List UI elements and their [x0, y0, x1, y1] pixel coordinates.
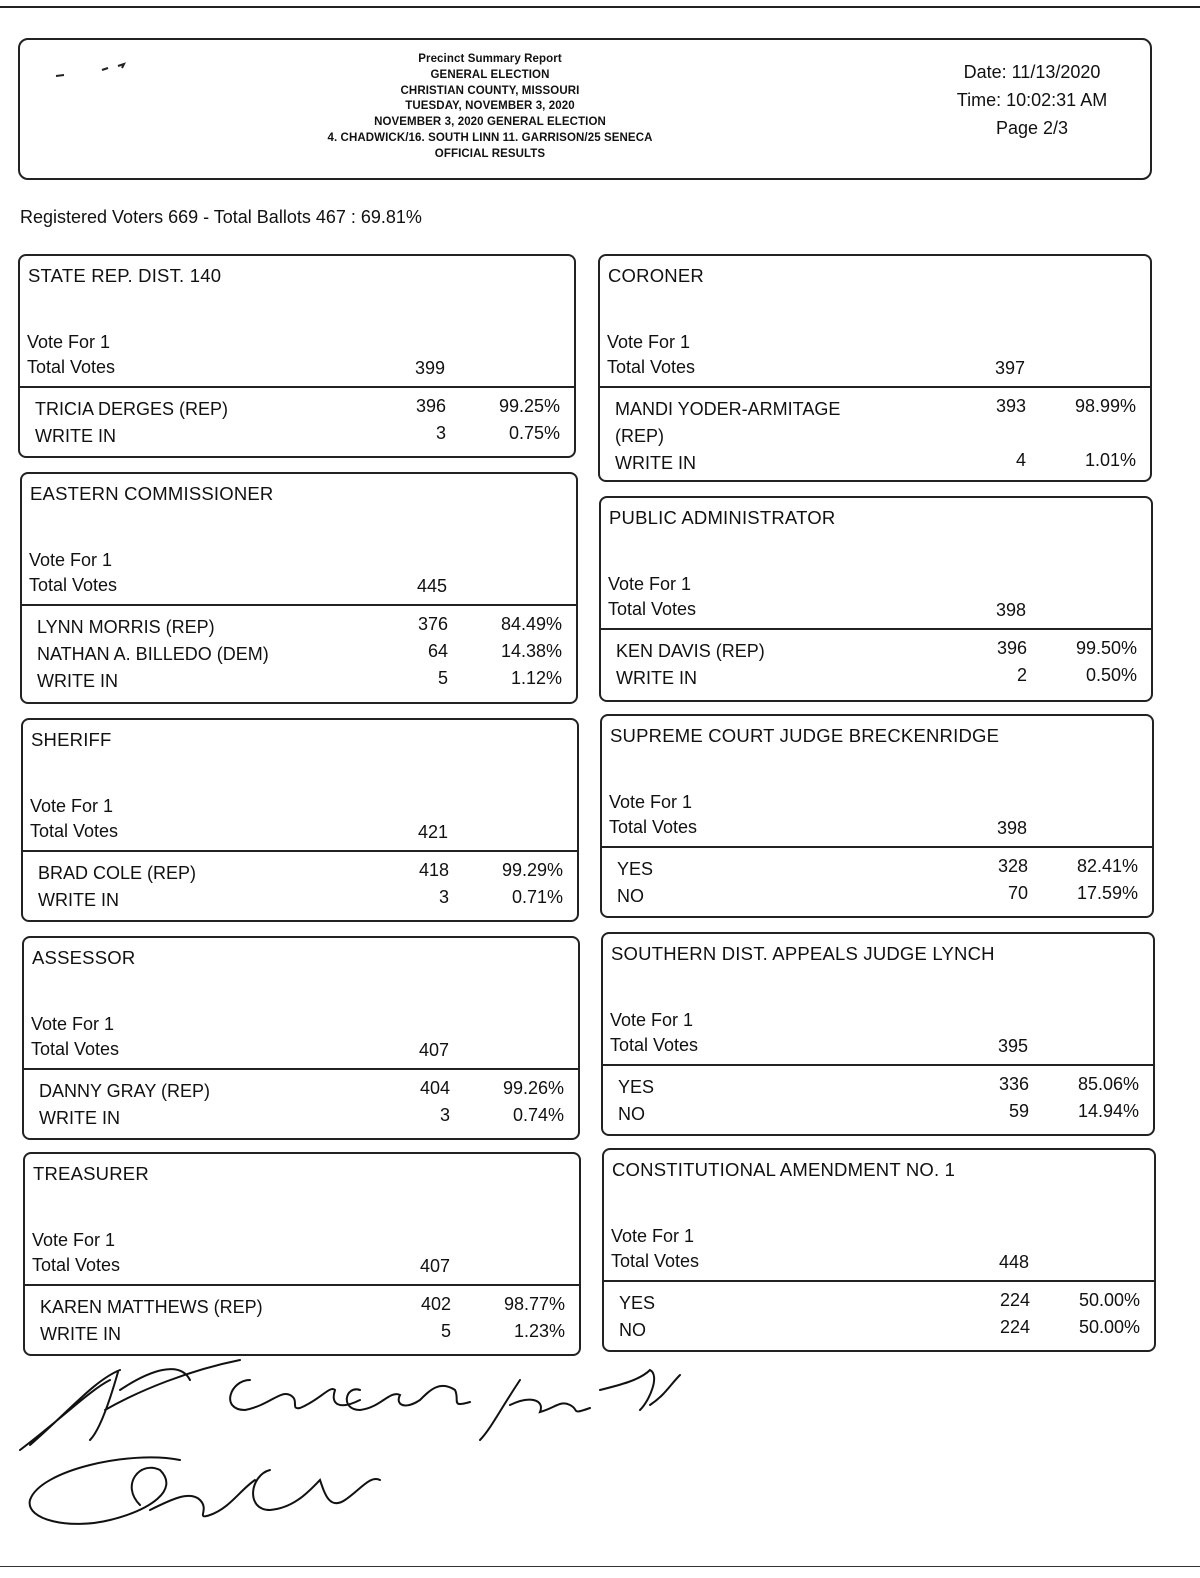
signatures-icon [0, 1350, 760, 1550]
race-box [20, 472, 578, 704]
candidate-votes: 4 [1015, 450, 1026, 470]
race-box [602, 1148, 1156, 1352]
race-box [599, 496, 1153, 702]
race-title: SHERIFF [31, 729, 112, 750]
race-box [22, 936, 580, 1140]
candidate-row [601, 665, 1151, 691]
total-votes-label: Total Votes [608, 599, 697, 619]
total-votes-value: 448 [998, 1252, 1029, 1272]
candidate-name: NO [619, 1320, 646, 1340]
race-divider [23, 850, 577, 852]
candidate-name: MANDI YODER-ARMITAGE [615, 399, 841, 419]
candidate-votes: 5 [437, 668, 448, 688]
header-line: TUESDAY, NOVEMBER 3, 2020 [405, 100, 575, 113]
race-title: SUPREME COURT JUDGE BRECKENRIDGE [610, 725, 1000, 746]
candidate-name: KEN DAVIS (REP) [616, 641, 765, 661]
report-header [18, 38, 1152, 180]
total-votes-label: Total Votes [30, 821, 119, 841]
candidate-percent: 98.77% [503, 1294, 565, 1314]
candidate-row [600, 423, 1150, 449]
candidate-name: NO [618, 1104, 645, 1124]
race-title: EASTERN COMMISSIONER [30, 483, 274, 504]
bottom-rule [0, 1566, 1200, 1567]
race-title: STATE REP. DIST. 140 [28, 265, 222, 286]
candidate-name: TRICIA DERGES (REP) [35, 399, 229, 419]
registered-voters-summary: Registered Voters 669 - Total Ballots 467 : 69.81% [20, 207, 422, 227]
candidate-row [603, 1101, 1153, 1127]
candidate-name: WRITE IN [37, 671, 118, 691]
vote-for-label: Vote For 1 [27, 332, 111, 352]
race-divider [25, 1284, 579, 1286]
candidate-row [602, 856, 1152, 882]
vote-for-label: Vote For 1 [30, 796, 114, 816]
candidate-name: (REP) [615, 426, 664, 446]
candidate-row [22, 641, 576, 667]
total-votes-label: Total Votes [607, 357, 696, 377]
candidate-name: WRITE IN [40, 1324, 121, 1344]
total-votes-label: Total Votes [27, 357, 116, 377]
candidate-percent: 98.99% [1074, 396, 1136, 416]
race-box [23, 1152, 581, 1356]
race-divider [20, 386, 574, 388]
candidate-percent: 85.06% [1077, 1074, 1139, 1094]
candidate-votes: 70 [1007, 883, 1028, 903]
candidate-name: YES [617, 859, 654, 879]
race-divider [604, 1280, 1154, 1282]
header-line: CHRISTIAN COUNTY, MISSOURI [400, 84, 580, 97]
candidate-percent: 0.71% [511, 887, 563, 907]
race-divider [603, 1064, 1153, 1066]
report-page: Page 2/3 [995, 118, 1069, 138]
race-title: TREASURER [33, 1163, 149, 1184]
candidate-votes: 393 [995, 396, 1026, 416]
race-divider [24, 1068, 578, 1070]
candidate-percent: 84.49% [500, 614, 562, 634]
candidate-percent: 50.00% [1078, 1317, 1140, 1337]
vote-for-label: Vote For 1 [610, 1010, 694, 1030]
header-line: Precinct Summary Report [418, 53, 562, 65]
candidate-percent: 1.23% [513, 1321, 565, 1341]
race-title: ASSESSOR [32, 947, 136, 968]
vote-for-label: Vote For 1 [29, 550, 113, 570]
candidate-votes: 59 [1008, 1101, 1029, 1121]
report-time: Time: 10:02:31 AM [956, 90, 1108, 110]
vote-for-label: Vote For 1 [608, 574, 692, 594]
race-box [18, 254, 576, 458]
candidate-row [604, 1290, 1154, 1316]
total-votes-label: Total Votes [610, 1035, 699, 1055]
candidate-name: NATHAN A. BILLEDO (DEM) [37, 644, 269, 664]
total-votes-label: Total Votes [611, 1251, 700, 1271]
vote-for-label: Vote For 1 [32, 1230, 116, 1250]
race-title: SOUTHERN DIST. APPEALS JUDGE LYNCH [611, 943, 995, 964]
candidate-percent: 99.25% [498, 396, 560, 416]
race-title: CONSTITUTIONAL AMENDMENT NO. 1 [612, 1159, 956, 1180]
candidate-votes: 3 [439, 1105, 450, 1125]
candidate-votes: 3 [435, 423, 446, 443]
candidate-name: WRITE IN [39, 1108, 120, 1128]
header-line: OFFICIAL RESULTS [434, 147, 546, 160]
candidate-votes: 64 [427, 641, 448, 661]
total-votes-label: Total Votes [32, 1255, 121, 1275]
candidate-votes: 2 [1016, 665, 1027, 685]
candidate-row [603, 1074, 1153, 1100]
candidate-row [604, 1317, 1154, 1343]
candidate-percent: 1.12% [510, 668, 562, 688]
candidate-row [23, 860, 577, 886]
candidate-row [24, 1078, 578, 1104]
race-title: CORONER [608, 265, 704, 286]
candidate-row [25, 1321, 579, 1347]
candidate-row [22, 614, 576, 640]
candidate-name: WRITE IN [616, 668, 697, 688]
candidate-name: DANNY GRAY (REP) [39, 1081, 211, 1101]
top-rule [0, 6, 1200, 8]
candidate-percent: 82.41% [1076, 856, 1138, 876]
candidate-percent: 14.38% [500, 641, 562, 661]
candidate-votes: 328 [997, 856, 1028, 876]
candidate-row [601, 638, 1151, 664]
total-votes-value: 398 [995, 600, 1026, 620]
race-divider [602, 846, 1152, 848]
report-meta [922, 58, 1142, 142]
candidate-row [600, 396, 1150, 422]
candidate-name: LYNN MORRIS (REP) [37, 617, 215, 637]
race-box [601, 932, 1155, 1136]
vote-for-label: Vote For 1 [31, 1014, 115, 1034]
vote-for-label: Vote For 1 [611, 1226, 695, 1246]
candidate-percent: 0.74% [512, 1105, 564, 1125]
candidate-row [22, 668, 576, 694]
report-title-block [250, 52, 730, 163]
race-divider [600, 386, 1150, 388]
total-votes-value: 395 [997, 1036, 1028, 1056]
candidate-percent: 0.75% [508, 423, 560, 443]
candidate-name: WRITE IN [38, 890, 119, 910]
candidate-name: KAREN MATTHEWS (REP) [40, 1297, 263, 1317]
candidate-percent: 1.01% [1084, 450, 1136, 470]
candidate-name: BRAD COLE (REP) [38, 863, 197, 883]
candidate-row [600, 450, 1150, 476]
vote-for-label: Vote For 1 [607, 332, 691, 352]
race-divider [601, 628, 1151, 630]
total-votes-label: Total Votes [609, 817, 698, 837]
header-line: NOVEMBER 3, 2020 GENERAL ELECTION [374, 116, 606, 129]
candidate-votes: 396 [996, 638, 1027, 658]
candidate-row [20, 423, 574, 449]
scan-marks-icon [50, 54, 160, 84]
candidate-row [25, 1294, 579, 1320]
candidate-percent: 17.59% [1076, 883, 1138, 903]
candidate-name: WRITE IN [35, 426, 116, 446]
total-votes-value: 398 [996, 818, 1027, 838]
candidate-percent: 0.50% [1085, 665, 1137, 685]
candidate-row [24, 1105, 578, 1131]
report-date: Date: 11/13/2020 [963, 62, 1101, 82]
candidate-votes: 396 [415, 396, 446, 416]
candidate-name: WRITE IN [615, 453, 696, 473]
header-line: GENERAL ELECTION [430, 68, 550, 81]
candidate-votes: 5 [440, 1321, 451, 1341]
candidate-percent: 14.94% [1077, 1101, 1139, 1121]
total-votes-value: 445 [416, 576, 447, 596]
vote-for-label: Vote For 1 [609, 792, 693, 812]
race-box [600, 714, 1154, 918]
candidate-row [20, 396, 574, 422]
candidate-votes: 336 [998, 1074, 1029, 1094]
total-votes-value: 397 [994, 358, 1025, 378]
candidate-votes: 418 [418, 860, 449, 880]
total-votes-value: 421 [417, 822, 448, 842]
candidate-votes: 404 [419, 1078, 450, 1098]
candidate-votes: 224 [999, 1317, 1030, 1337]
candidate-votes: 376 [417, 614, 448, 634]
candidate-name: NO [617, 886, 644, 906]
total-votes-label: Total Votes [31, 1039, 120, 1059]
candidate-percent: 99.50% [1075, 638, 1137, 658]
candidate-row [23, 887, 577, 913]
candidate-percent: 50.00% [1078, 1290, 1140, 1310]
candidate-name: YES [619, 1293, 656, 1313]
candidate-percent: 99.29% [501, 860, 563, 880]
candidate-votes: 3 [438, 887, 449, 907]
race-title: PUBLIC ADMINISTRATOR [609, 507, 836, 528]
header-line: 4. CHADWICK/16. SOUTH LINN 11. GARRISON/25 SENECA [327, 131, 653, 144]
race-divider [22, 604, 576, 606]
total-votes-value: 407 [419, 1256, 450, 1276]
candidate-votes: 402 [420, 1294, 451, 1314]
total-votes-value: 399 [414, 358, 445, 378]
candidate-row [602, 883, 1152, 909]
race-box [598, 254, 1152, 482]
candidate-votes: 224 [999, 1290, 1030, 1310]
candidate-percent: 99.26% [502, 1078, 564, 1098]
race-box [21, 718, 579, 922]
total-votes-value: 407 [418, 1040, 449, 1060]
total-votes-label: Total Votes [29, 575, 118, 595]
candidate-name: YES [618, 1077, 655, 1097]
